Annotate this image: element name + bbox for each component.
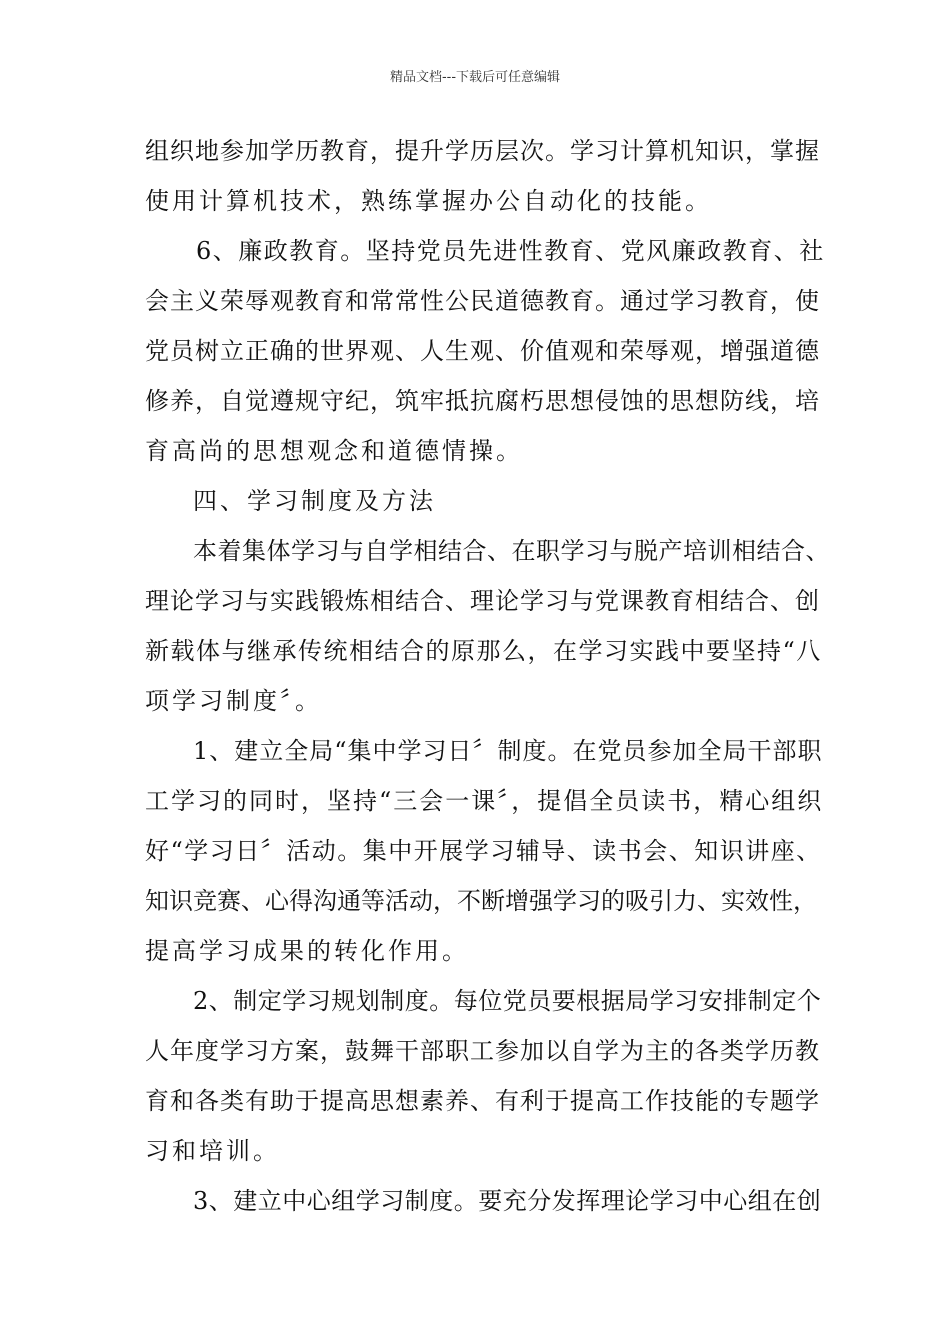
text-line: 知识竞赛、心得沟通等活动，不断增强学习的吸引力、实效性， (145, 887, 817, 915)
text-line: 会主义荣辱观教育和常常性公民道德教育。通过学习教育，使 (145, 287, 820, 315)
text-line: 人年度学习方案，鼓舞干部职工参加以自学为主的各类学历教 (145, 1037, 820, 1065)
text-line: 6、廉政教育。坚持党员先进性教育、党风廉政教育、社 (196, 237, 825, 265)
text-line: 提高学习成果的转化作用。 (145, 937, 469, 965)
text-line: 3、建立中心组学习制度。要充分发挥理论学习中心组在创 (193, 1187, 822, 1215)
text-line: 党员树立正确的世界观、人生观、价值观和荣辱观，增强道德 (145, 337, 820, 365)
text-line: 习和培训。 (145, 1137, 280, 1165)
text-line: 1、建立全局“集中学习日〞制度。在党员参加全局干部职 (193, 737, 823, 765)
text-line: 2、制定学习规划制度。每位党员要根据局学习安排制定个 (193, 987, 822, 1015)
text-line: 修养，自觉遵规守纪，筑牢抵抗腐朽思想侵蚀的思想防线，培 (145, 387, 820, 415)
text-line: 新载体与继承传统相结合的原那么，在学习实践中要坚持“八 (145, 637, 822, 665)
text-line: 项学习制度〞。 (145, 687, 322, 715)
text-line: 育高尚的思想观念和道德情操。 (145, 437, 523, 465)
text-line: 育和各类有助于提高思想素养、有利于提高工作技能的专题学 (145, 1087, 820, 1115)
text-line: 使用计算机技术，熟练掌握办公自动化的技能。 (145, 187, 712, 215)
text-line: 理论学习与实践锻炼相结合、理论学习与党课教育相结合、创 (145, 587, 820, 615)
page-header-note: 精品文档---下载后可任意编辑 (389, 70, 561, 85)
text-line: 工学习的同时，坚持“三会一课〞，提倡全员读书，精心组织 (145, 787, 824, 815)
text-line: 好“学习日〞活动。集中开展学习辅导、读书会、知识讲座、 (145, 837, 822, 865)
section-heading: 四、学习制度及方法 (193, 487, 436, 515)
text-line: 本着集体学习与自学相结合、在职学习与脱产培训相结合、 (193, 537, 830, 565)
text-line: 组织地参加学历教育，提升学历层次。学习计算机知识，掌握 (145, 137, 820, 165)
